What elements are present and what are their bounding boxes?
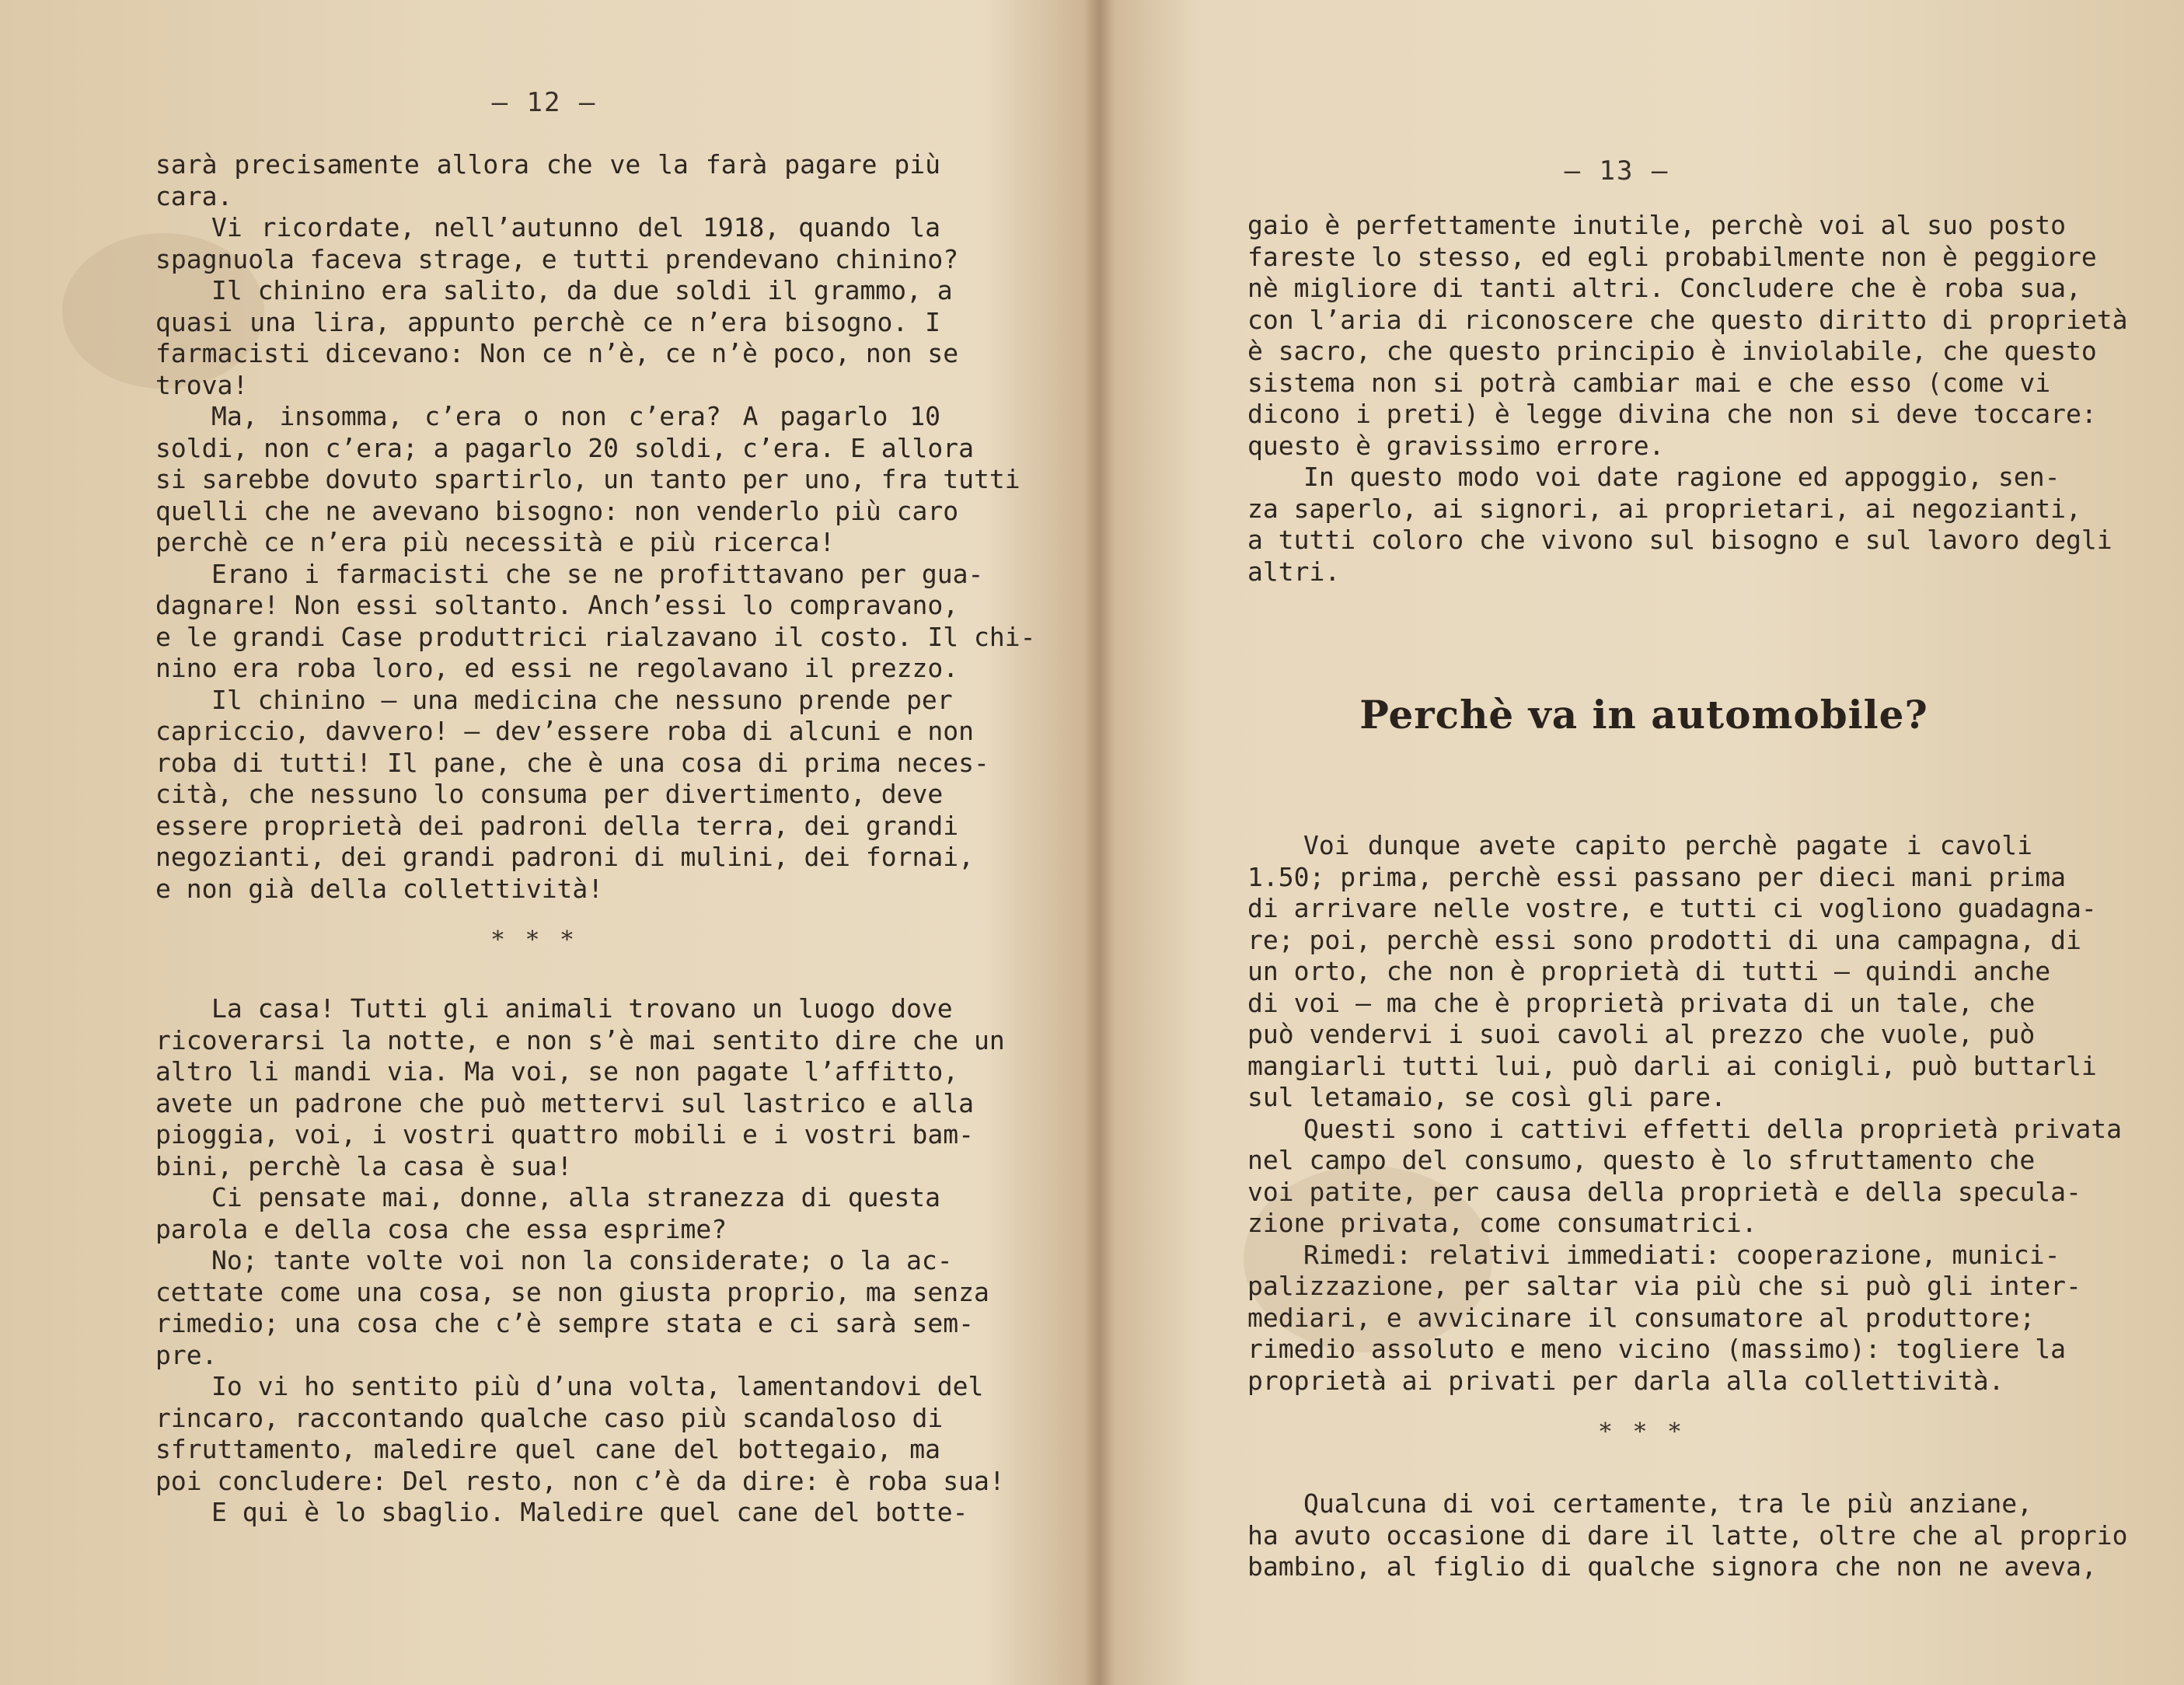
text-line: cità, che nessuno lo consuma per divertimento, deve bbox=[155, 779, 944, 809]
text-line: di arrivare nelle vostre, e tutti ci vogliono guadagna- bbox=[1247, 893, 2097, 923]
text-line: Il chinino era salito, da due soldi il grammo, a bbox=[211, 275, 953, 305]
text-line: un orto, che non è proprietà di tutti — quindi anche bbox=[1247, 956, 2051, 986]
text-line: capriccio, davvero! — dev’essere roba di alcuni e non bbox=[155, 716, 974, 746]
text-line: za saperlo, ai signori, ai proprietari, ai negozianti, bbox=[1247, 493, 2081, 524]
text-line: Voi dunque avete capito perchè pagate i cavoli bbox=[1303, 830, 2032, 860]
text-line: negozianti, dei grandi padroni di mulini, dei fornai, bbox=[155, 842, 974, 872]
text-line: quelli che ne avevano bisogno: non venderlo più caro bbox=[155, 495, 959, 526]
text-line: bambino, al figlio di qualche signora che non ne aveva, bbox=[1247, 1551, 2097, 1582]
text-line: sul letamaio, se così gli pare. bbox=[1247, 1082, 1726, 1112]
text-line: cara. bbox=[155, 180, 233, 211]
text-line: parola e della cosa che essa esprime? bbox=[155, 1213, 727, 1244]
section-separator: * * * bbox=[1599, 1418, 1689, 1446]
text-line: Erano i farmacisti che se ne profittavano per gua- bbox=[211, 558, 984, 589]
text-line: sarà precisamente allora che ve la farà pagare più bbox=[155, 149, 940, 180]
text-line: 1.50; prima, perchè essi passano per dieci mani prima bbox=[1247, 861, 2066, 892]
text-line: si sarebbe dovuto spartirlo, un tanto per uno, fra tutti bbox=[155, 464, 1020, 494]
section-title: Perchè va in automobile? bbox=[1359, 692, 1928, 738]
text-line: poi concludere: Del resto, non c’è da dire: è roba sua! bbox=[155, 1465, 1005, 1496]
text-line: essere proprietà dei padroni della terra, dei grandi bbox=[155, 810, 959, 841]
text-line: nel campo del consumo, questo è lo sfruttamento che bbox=[1247, 1145, 2036, 1175]
text-line: ricoverarsi la notte, e non s’è mai sentito dire che un bbox=[155, 1024, 1005, 1055]
text-line: sistema non si potrà cambiar mai e che esso (come vi bbox=[1247, 367, 2051, 398]
text-line: dagnare! Non essi soltanto. Anch’essi lo compravano, bbox=[155, 590, 959, 620]
text-line: E qui è lo sbaglio. Maledire quel cane del botte- bbox=[211, 1497, 968, 1527]
page-number: — 12 — bbox=[491, 87, 597, 118]
text-line: palizzazione, per saltar via più che si può gli inter- bbox=[1247, 1271, 2081, 1301]
text-line: avete un padrone che può mettervi sul lastrico e alla bbox=[155, 1087, 974, 1118]
text-line: cettate come una cosa, se non giusta proprio, ma senza bbox=[155, 1276, 989, 1307]
text-block bbox=[155, 993, 1005, 1529]
text-line: pioggia, voi, i vostri quattro mobili e i vostri bam- bbox=[155, 1119, 974, 1149]
left-page bbox=[0, 0, 1088, 1685]
text-line: perchè ce n’era più necessità e più ricerca! bbox=[155, 527, 836, 557]
text-line: Qualcuna di voi certamente, tra le più anziane, bbox=[1303, 1488, 2032, 1519]
section-separator: * * * bbox=[491, 926, 581, 954]
text-line: altro li mandi via. Ma voi, se non pagate l’affitto, bbox=[155, 1056, 959, 1087]
text-line: sfruttamento, maledire quel cane del bottegaio, ma bbox=[155, 1434, 940, 1464]
text-line: e le grandi Case produttrici rialzavano il costo. Il chi- bbox=[155, 621, 1036, 652]
text-line: farmacisti dicevano: Non ce n’è, ce n’è poco, non se bbox=[155, 338, 959, 368]
text-line: Ci pensate mai, donne, alla stranezza di questa bbox=[211, 1182, 940, 1212]
text-block bbox=[1247, 830, 2122, 1397]
text-line: rincaro, raccontando qualche caso più scandaloso di bbox=[155, 1402, 944, 1433]
text-line: con l’aria di riconoscere che questo diritto di proprietà bbox=[1247, 304, 2128, 335]
text-line: mediari, e avvicinare il consumatore al produttore; bbox=[1247, 1302, 2036, 1333]
text-line: fareste lo stesso, ed egli probabilmente non è peggiore bbox=[1247, 241, 2097, 272]
text-line: No; tante volte voi non la considerate; o la ac- bbox=[211, 1245, 953, 1275]
text-line: proprietà ai privati per darla alla collettività. bbox=[1247, 1365, 2004, 1396]
text-line: a tutti coloro che vivono sul bisogno e sul lavoro degli bbox=[1247, 525, 2112, 555]
text-line: questo è gravissimo errore. bbox=[1247, 430, 1665, 461]
text-line: rimedio; una cosa che c’è sempre stata e ci sarà sem- bbox=[155, 1308, 974, 1338]
text-line: di voi — ma che è proprietà privata di un tale, che bbox=[1247, 987, 2036, 1018]
text-line: bini, perchè la casa è sua! bbox=[155, 1150, 573, 1181]
text-block bbox=[1247, 1488, 2128, 1583]
text-line: roba di tutti! Il pane, che è una cosa di prima neces- bbox=[155, 747, 989, 778]
text-line: voi patite, per causa della proprietà e della specula- bbox=[1247, 1176, 2081, 1207]
text-line: Io vi ho sentito più d’una volta, lamentandovi del bbox=[211, 1371, 984, 1401]
right-page bbox=[1104, 0, 2184, 1685]
text-line: trova! bbox=[155, 369, 249, 400]
text-line: quasi una lira, appunto perchè ce n’era bisogno. I bbox=[155, 306, 940, 337]
text-line: mangiarli tutti lui, può darli ai conigli, può buttarli bbox=[1247, 1050, 2097, 1081]
text-block bbox=[155, 149, 1036, 905]
text-line: Rimedi: relativi immediati: cooperazione, munici- bbox=[1303, 1239, 2060, 1270]
text-line: Questi sono i cattivi effetti della proprietà privata bbox=[1303, 1113, 2122, 1144]
text-line: pre. bbox=[155, 1339, 218, 1370]
text-line: può vendervi i suoi cavoli al prezzo che vuole, può bbox=[1247, 1019, 2036, 1049]
text-line: Il chinino — una medicina che nessuno prende per bbox=[211, 684, 953, 715]
text-line: ha avuto occasione di dare il latte, oltre che al proprio bbox=[1247, 1519, 2128, 1551]
text-line: soldi, non c’era; a pagarlo 20 soldi, c’era. E allora bbox=[155, 432, 974, 463]
text-line: Ma, insomma, c’era o non c’era? A pagarlo 10 bbox=[211, 401, 940, 431]
text-line: re; poi, perchè essi sono prodotti di una campagna, di bbox=[1247, 924, 2081, 955]
text-line: nè migliore di tanti altri. Concludere che è roba sua, bbox=[1247, 273, 2081, 303]
text-line: spagnuola faceva strage, e tutti prendevano chinino? bbox=[155, 243, 959, 274]
text-line: nino era roba loro, ed essi ne regolavano il prezzo. bbox=[155, 653, 959, 683]
text-block bbox=[1247, 210, 2128, 588]
text-line: In questo modo voi date ragione ed appoggio, sen- bbox=[1303, 462, 2060, 492]
text-line: dicono i preti) è legge divina che non si deve toccare: bbox=[1247, 399, 2097, 429]
page-number: — 13 — bbox=[1564, 155, 1669, 187]
text-line: zione privata, come consumatrici. bbox=[1247, 1208, 1757, 1238]
text-line: La casa! Tutti gli animali trovano un luogo dove bbox=[211, 993, 953, 1024]
text-line: è sacro, che questo principio è inviolabile, che questo bbox=[1247, 336, 2097, 366]
text-line: gaio è perfettamente inutile, perchè voi al suo posto bbox=[1247, 210, 2066, 240]
text-line: altri. bbox=[1247, 556, 1341, 587]
text-line: rimedio assoluto e meno vicino (massimo): togliere la bbox=[1247, 1334, 2066, 1364]
text-line: e non già della collettività! bbox=[155, 873, 604, 904]
text-line: Vi ricordate, nell’autunno del 1918, quando la bbox=[211, 212, 940, 242]
